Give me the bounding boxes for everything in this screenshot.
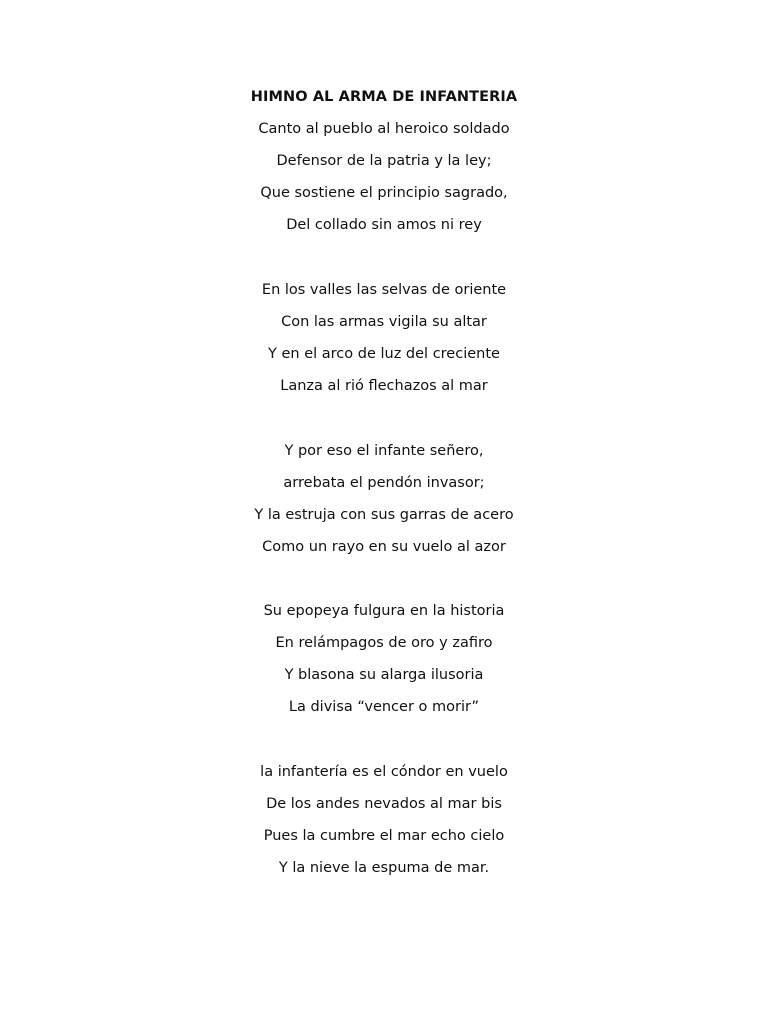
stanza-3 (0, 441, 768, 569)
page-title: HIMNO AL ARMA DE INFANTERIA (250, 89, 518, 105)
verse-line: Canto al pueblo al heroico soldado (258, 121, 510, 137)
verse-line: Del collado sin amos ni rey (286, 217, 482, 233)
verse-line: Que sostiene el principio sagrado, (260, 185, 508, 201)
verse-line: La divisa “vencer o morir” (288, 699, 480, 715)
verse-line: Con las armas vigila su altar (281, 314, 487, 330)
verse-line: De los andes nevados al mar bis (266, 796, 502, 812)
verse-line: Como un rayo en su vuelo al azor (262, 539, 506, 555)
verse-line: Y blasona su alarga ilusoria (284, 667, 484, 683)
verse-line: Y por eso el infante señero, (284, 443, 484, 459)
verse-line: arrebata el pendón invasor; (283, 475, 485, 491)
verse-line: Y la nieve la espuma de mar. (278, 860, 490, 876)
stanza-4 (0, 601, 768, 729)
stanza-5 (0, 762, 768, 890)
verse-line: Pues la cumbre el mar echo cielo (263, 828, 505, 844)
stanza-2 (0, 280, 768, 408)
verse-line: Y la estruja con sus garras de acero (254, 507, 514, 523)
verse-line: Lanza al rió flechazos al mar (280, 378, 488, 394)
verse-line: En los valles las selvas de oriente (261, 282, 507, 298)
verse-line: Su epopeya fulgura en la historia (263, 603, 505, 619)
verse-line: En relámpagos de oro y zafiro (275, 635, 493, 651)
verse-line: Y en el arco de luz del creciente (268, 346, 500, 362)
stanza-1 (0, 119, 768, 247)
verse-line: Defensor de la patria y la ley; (276, 153, 492, 169)
verse-line: la infantería es el cóndor en vuelo (260, 764, 508, 780)
